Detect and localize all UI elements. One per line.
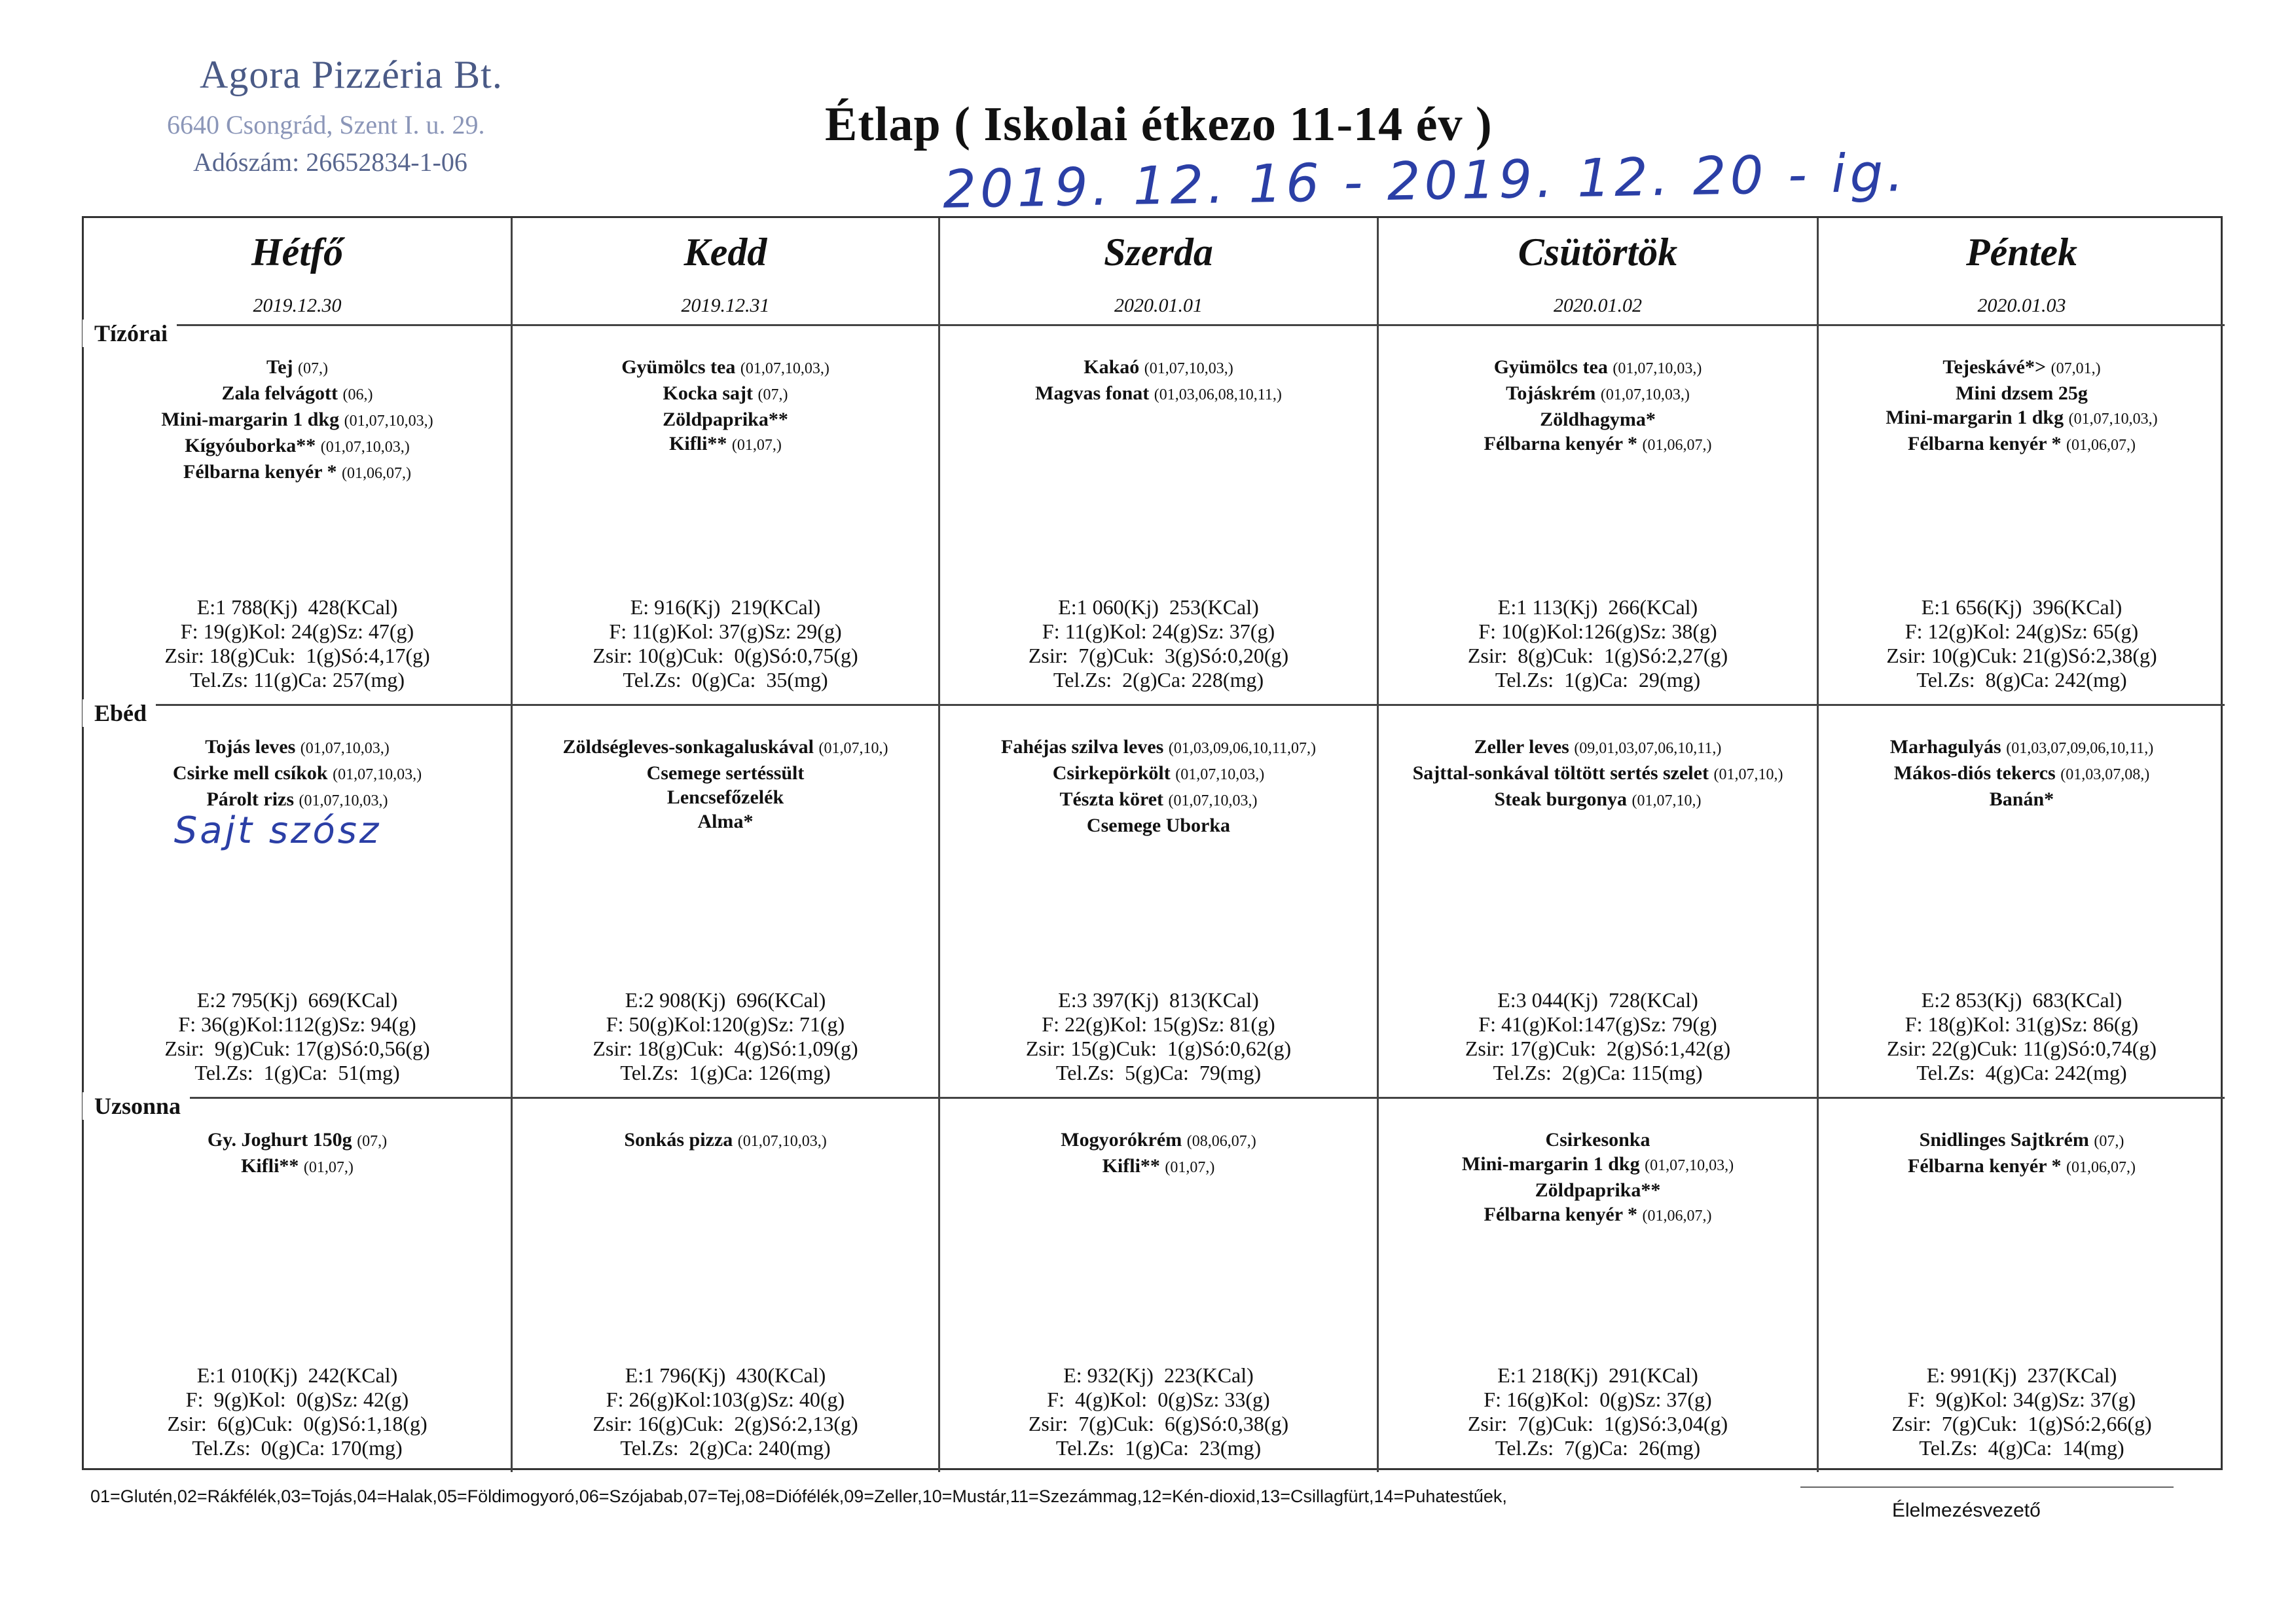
- nutrition-line: Zsir: 8(g)Cuk: 1(g)Só:2,27(g): [1467, 644, 1728, 667]
- menu-item: [1385, 787, 1810, 813]
- menu-cell: [84, 1093, 513, 1472]
- menu-cell: [940, 706, 1379, 1099]
- menu-item-allergens: (01,07,10,): [1713, 766, 1783, 783]
- menu-item: [519, 407, 932, 432]
- menu-item: [1825, 405, 2218, 432]
- nutrition-info: [1825, 1363, 2218, 1460]
- nutrition-line: Tel.Zs: 5(g)Ca: 79(mg): [1055, 1061, 1262, 1084]
- nutrition-info: [1825, 595, 2218, 692]
- menu-item: [1385, 1202, 1810, 1228]
- menu-grid: [84, 218, 2221, 1468]
- menu-item: [1825, 432, 2218, 458]
- menu-item: [1385, 1178, 1810, 1202]
- nutrition-line: E:1 113(Kj) 266(KCal): [1497, 595, 1698, 619]
- menu-item-name: Kakaó: [1084, 356, 1140, 378]
- menu-item-allergens: (01,03,07,08,): [2060, 766, 2150, 783]
- menu-item-allergens: (07,): [298, 360, 329, 377]
- menu-item-allergens: (08,06,07,): [1186, 1133, 1256, 1150]
- menu-item: [1825, 761, 2218, 787]
- nutrition-line: F: 36(g)Kol:112(g)Sz: 94(g): [178, 1012, 416, 1036]
- nutrition-line: E: 991(Kj) 237(KCal): [1926, 1363, 2117, 1387]
- menu-item: [90, 434, 504, 460]
- menu-item: [947, 1154, 1370, 1180]
- menu-item-name: Zöldpaprika**: [1535, 1179, 1661, 1201]
- menu-items: [1825, 1128, 2218, 1180]
- menu-item-name: Mákos-diós tekercs: [1893, 762, 2056, 784]
- signature-line: [1800, 1486, 2174, 1488]
- nutrition-line: E: 916(Kj) 219(KCal): [630, 595, 821, 619]
- menu-item-allergens: (06,): [342, 386, 373, 403]
- menu-item-name: Mogyorókrém: [1061, 1129, 1182, 1151]
- menu-cell: [940, 326, 1379, 706]
- menu-item-name: Gyümölcs tea: [1493, 356, 1608, 378]
- nutrition-line: Zsir: 7(g)Cuk: 6(g)Só:0,38(g): [1028, 1412, 1289, 1435]
- menu-item: [1385, 761, 1810, 787]
- menu-cell: [1819, 706, 2225, 1099]
- menu-item-name: Csirke mell csíkok: [172, 762, 328, 784]
- nutrition-line: Tel.Zs: 2(g)Ca: 240(mg): [620, 1436, 831, 1460]
- menu-item-name: Kifli**: [1102, 1155, 1160, 1177]
- day-date: 2020.01.02: [1554, 295, 1642, 316]
- menu-cell: [940, 1099, 1379, 1472]
- nutrition-info: [947, 988, 1370, 1085]
- menu-item-name: Sajttal-sonkával töltött sertés szelet: [1412, 762, 1709, 784]
- menu-item-allergens: (01,07,10,03,): [320, 439, 410, 456]
- day-name: Hétfő: [251, 231, 343, 274]
- nutrition-line: Zsir: 10(g)Cuk: 21(g)Só:2,38(g): [1886, 644, 2157, 667]
- nutrition-line: Tel.Zs: 11(g)Ca: 257(mg): [189, 668, 405, 692]
- menu-items: [1385, 355, 1810, 458]
- menu-item-allergens: (01,07,10,): [818, 740, 888, 757]
- day-date: 2019.12.31: [681, 295, 770, 316]
- menu-item: [519, 735, 932, 761]
- menu-item: [90, 1154, 504, 1180]
- day-header: [513, 218, 940, 326]
- menu-item-allergens: (07,): [2094, 1133, 2124, 1150]
- menu-item: [519, 355, 932, 381]
- nutrition-info: [1825, 988, 2218, 1085]
- menu-item: [519, 809, 932, 834]
- menu-item-name: Zeller leves: [1474, 736, 1569, 758]
- menu-item-name: Mini-margarin 1 dkg: [1461, 1153, 1640, 1175]
- menu-item: [90, 761, 504, 787]
- menu-item: [1385, 1152, 1810, 1178]
- nutrition-line: E:1 218(Kj) 291(KCal): [1497, 1363, 1698, 1387]
- nutrition-line: Tel.Zs: 7(g)Ca: 26(mg): [1495, 1436, 1701, 1460]
- menu-item: [90, 1128, 504, 1154]
- menu-item: [1825, 1154, 2218, 1180]
- menu-item-allergens: (01,07,10,03,): [1600, 386, 1690, 403]
- menu-item-allergens: (01,07,10,03,): [2068, 411, 2158, 428]
- day-header: [84, 218, 513, 326]
- menu-item: [519, 785, 932, 809]
- nutrition-info: [90, 1363, 504, 1460]
- menu-item: [947, 761, 1370, 787]
- handwritten-date-range: 2019. 12. 16 - 2019. 12. 20 - ig.: [942, 142, 1908, 220]
- menu-cell: [513, 326, 940, 706]
- menu-item: [947, 787, 1370, 813]
- nutrition-info: [1385, 595, 1810, 692]
- nutrition-line: F: 11(g)Kol: 24(g)Sz: 37(g): [1042, 619, 1275, 643]
- menu-item-allergens: (07,): [357, 1133, 388, 1150]
- menu-items: [90, 735, 504, 852]
- menu-item: [947, 813, 1370, 838]
- menu-items: [947, 735, 1370, 838]
- menu-item-name: Kifli**: [241, 1155, 299, 1177]
- nutrition-line: F: 11(g)Kol: 37(g)Sz: 29(g): [609, 619, 842, 643]
- nutrition-line: Tel.Zs: 1(g)Ca: 126(mg): [620, 1061, 831, 1084]
- menu-item: [947, 381, 1370, 407]
- menu-item-name: Kifli**: [669, 433, 727, 454]
- menu-cell: [84, 320, 513, 706]
- nutrition-line: Zsir: 7(g)Cuk: 1(g)Só:2,66(g): [1891, 1412, 2152, 1435]
- meal-label: Uzsonna: [82, 1092, 190, 1120]
- nutrition-line: F: 19(g)Kol: 24(g)Sz: 47(g): [180, 619, 414, 643]
- allergen-legend: 01=Glutén,02=Rákfélék,03=Tojás,04=Halak,05=Földimogyoró,06=Szójabab,07=Tej,08=Diófélék,09=Zeller,10=Mustár,11=Szezámmag,12=Kén-dioxid,13=Csillagfürt,14=Puhatestűek,: [90, 1486, 1507, 1506]
- menu-item-allergens: (01,07,10,03,): [1645, 1157, 1734, 1174]
- menu-item-name: Zöldhagyma*: [1540, 409, 1656, 430]
- menu-cell: [513, 706, 940, 1099]
- menu-item-allergens: (01,07,10,03,): [1144, 360, 1233, 377]
- nutrition-line: F: 4(g)Kol: 0(g)Sz: 33(g): [1047, 1388, 1270, 1411]
- menu-items: [947, 355, 1370, 407]
- menu-item-allergens: (01,07,10,03,): [1613, 360, 1702, 377]
- menu-items: [519, 735, 932, 834]
- menu-item-name: Tojáskrém: [1506, 382, 1596, 404]
- menu-item-allergens: (07,): [757, 386, 788, 403]
- stamp-address: 6640 Csongrád, Szent I. u. 29.: [167, 110, 485, 139]
- nutrition-line: Tel.Zs: 1(g)Ca: 29(mg): [1495, 668, 1701, 692]
- menu-item-name: Zöldségleves-sonkagaluskával: [562, 736, 814, 758]
- menu-item-allergens: (01,07,): [731, 437, 782, 454]
- menu-item-name: Tej: [266, 356, 293, 378]
- nutrition-line: E:2 795(Kj) 669(KCal): [196, 988, 398, 1012]
- menu-item-name: Félbarna kenyér *: [1908, 433, 2062, 454]
- menu-item-allergens: (01,03,07,09,06,10,11,): [2006, 740, 2154, 757]
- menu-item: [1385, 432, 1810, 458]
- nutrition-line: Tel.Zs: 4(g)Ca: 14(mg): [1919, 1436, 2124, 1460]
- menu-item-name: Banán*: [1989, 788, 2054, 810]
- menu-item-allergens: (01,06,07,): [2066, 437, 2136, 454]
- nutrition-line: Zsir: 18(g)Cuk: 4(g)Só:1,09(g): [592, 1037, 858, 1060]
- menu-item-allergens: (01,03,06,08,10,11,): [1154, 386, 1282, 403]
- nutrition-info: [519, 595, 932, 692]
- menu-item-name: Félbarna kenyér *: [1484, 1204, 1637, 1225]
- menu-item-name: Steak burgonya: [1494, 788, 1628, 810]
- nutrition-line: E:1 656(Kj) 396(KCal): [1921, 595, 2123, 619]
- nutrition-line: F: 26(g)Kol:103(g)Sz: 40(g): [606, 1388, 845, 1411]
- menu-item-name: Kígyóuborka**: [185, 435, 316, 456]
- menu-item-name: Csemege sertéssült: [646, 762, 805, 784]
- nutrition-line: E:1 010(Kj) 242(KCal): [196, 1363, 398, 1387]
- menu-item: [519, 761, 932, 785]
- nutrition-line: Zsir: 9(g)Cuk: 17(g)Só:0,56(g): [164, 1037, 430, 1060]
- day-name: Csütörtök: [1518, 231, 1678, 274]
- company-stamp: [167, 52, 573, 177]
- menu-item-name: Csirkepörkölt: [1052, 762, 1171, 784]
- nutrition-line: E:1 788(Kj) 428(KCal): [196, 595, 398, 619]
- menu-item-allergens: (01,07,): [1165, 1159, 1215, 1176]
- day-name: Péntek: [1966, 231, 2077, 274]
- menu-item-allergens: (07,01,): [2050, 360, 2101, 377]
- day-date: 2020.01.03: [1977, 295, 2066, 316]
- menu-item-name: Tojás leves: [205, 736, 296, 758]
- menu-item-name: Félbarna kenyér *: [183, 461, 337, 483]
- menu-items: [90, 1128, 504, 1180]
- menu-item-allergens: (01,07,): [303, 1159, 354, 1176]
- menu-item-allergens: (01,07,10,03,): [344, 413, 433, 430]
- nutrition-line: Zsir: 7(g)Cuk: 3(g)Só:0,20(g): [1028, 644, 1289, 667]
- menu-item-name: Zöldpaprika**: [663, 409, 788, 430]
- nutrition-line: F: 9(g)Kol: 0(g)Sz: 42(g): [185, 1388, 409, 1411]
- menu-items: [1385, 1128, 1810, 1228]
- nutrition-info: [90, 595, 504, 692]
- menu-item-name: Csemege Uborka: [1086, 815, 1231, 836]
- meal-label: Ebéd: [82, 699, 156, 727]
- menu-item-name: Mini-margarin 1 dkg: [161, 409, 340, 430]
- nutrition-line: Zsir: 10(g)Cuk: 0(g)Só:0,75(g): [592, 644, 858, 667]
- nutrition-line: Tel.Zs: 2(g)Ca: 115(mg): [1493, 1061, 1703, 1084]
- menu-item: [90, 460, 504, 486]
- nutrition-info: [1385, 1363, 1810, 1460]
- day-name: Szerda: [1104, 231, 1213, 274]
- menu-item-name: Alma*: [697, 811, 754, 832]
- menu-item-allergens: (09,01,03,07,06,10,11,): [1574, 740, 1722, 757]
- nutrition-info: [90, 988, 504, 1085]
- nutrition-line: Zsir: 18(g)Cuk: 1(g)Só:4,17(g): [164, 644, 430, 667]
- menu-items: [1825, 735, 2218, 811]
- nutrition-info: [1385, 988, 1810, 1085]
- menu-item: [519, 1128, 932, 1154]
- nutrition-line: F: 41(g)Kol:147(g)Sz: 79(g): [1478, 1012, 1717, 1036]
- menu-item-name: Mini-margarin 1 dkg: [1886, 407, 2064, 428]
- menu-item-allergens: (01,07,10,03,): [333, 766, 422, 783]
- menu-items: [947, 1128, 1370, 1180]
- nutrition-info: [519, 988, 932, 1085]
- menu-item-allergens: (01,06,07,): [1642, 1208, 1712, 1225]
- nutrition-line: E:2 908(Kj) 696(KCal): [625, 988, 826, 1012]
- menu-cell: [84, 700, 513, 1099]
- nutrition-line: Zsir: 15(g)Cuk: 1(g)Só:0,62(g): [1025, 1037, 1292, 1060]
- nutrition-line: E:3 397(Kj) 813(KCal): [1058, 988, 1259, 1012]
- stamp-company-name: Agora Pizzéria Bt.: [200, 53, 503, 96]
- nutrition-line: F: 22(g)Kol: 15(g)Sz: 81(g): [1042, 1012, 1275, 1036]
- nutrition-line: F: 10(g)Kol:126(g)Sz: 38(g): [1478, 619, 1717, 643]
- menu-item-name: Csirkesonka: [1545, 1129, 1650, 1151]
- day-header: [1819, 218, 2225, 326]
- menu-item-name: Magvas fonat: [1035, 382, 1150, 404]
- menu-item-name: Félbarna kenyér *: [1908, 1155, 2062, 1177]
- menu-item-name: Párolt rizs: [206, 788, 295, 810]
- menu-cell: [1379, 1099, 1819, 1472]
- nutrition-line: E:1 796(Kj) 430(KCal): [625, 1363, 826, 1387]
- meal-label: Tízórai: [82, 320, 177, 347]
- menu-item: [90, 407, 504, 434]
- stamp-tax-id: Adószám: 26652834-1-06: [193, 147, 467, 177]
- menu-item: [519, 432, 932, 458]
- nutrition-line: Tel.Zs: 8(g)Ca: 242(mg): [1916, 668, 2127, 692]
- menu-items: [519, 1128, 932, 1154]
- nutrition-line: F: 9(g)Kol: 34(g)Sz: 37(g): [1907, 1388, 2136, 1411]
- nutrition-line: Tel.Zs: 4(g)Ca: 242(mg): [1916, 1061, 2127, 1084]
- menu-item: [90, 355, 504, 381]
- day-name: Kedd: [683, 231, 767, 274]
- nutrition-line: E:2 853(Kj) 683(KCal): [1921, 988, 2123, 1012]
- menu-item: [1825, 355, 2218, 381]
- menu-item-allergens: (01,07,10,03,): [299, 792, 388, 809]
- nutrition-info: [519, 1363, 932, 1460]
- menu-item: [1385, 735, 1810, 761]
- menu-item-allergens: (01,07,10,03,): [1168, 792, 1258, 809]
- menu-item: [1825, 381, 2218, 405]
- menu-items: [90, 355, 504, 486]
- menu-item-name: Lencsefőzelék: [666, 786, 784, 808]
- menu-cell: [1819, 1099, 2225, 1472]
- nutrition-line: Tel.Zs: 2(g)Ca: 228(mg): [1053, 668, 1264, 692]
- nutrition-line: E: 932(Kj) 223(KCal): [1063, 1363, 1254, 1387]
- nutrition-info: [947, 1363, 1370, 1460]
- menu-item-name: Snidlinges Sajtkrém: [1919, 1129, 2089, 1151]
- day-header: [940, 218, 1379, 326]
- menu-item-name: Tészta köret: [1059, 788, 1164, 810]
- signature-label: Élelmezésvezető: [1892, 1500, 2041, 1521]
- nutrition-line: F: 50(g)Kol:120(g)Sz: 71(g): [606, 1012, 845, 1036]
- menu-item: [90, 381, 504, 407]
- menu-item-name: Marhagulyás: [1889, 736, 2001, 758]
- menu-cell: [1379, 706, 1819, 1099]
- menu-item-name: Zala felvágott: [221, 382, 338, 404]
- day-header: [1379, 218, 1819, 326]
- menu-item-name: Félbarna kenyér *: [1484, 433, 1637, 454]
- nutrition-line: Tel.Zs: 0(g)Ca: 170(mg): [192, 1436, 403, 1460]
- menu-items: [519, 355, 932, 458]
- menu-item-allergens: (01,07,10,03,): [300, 740, 390, 757]
- handwritten-note: Sajt szósz: [173, 809, 382, 852]
- menu-item-allergens: (01,07,10,03,): [1175, 766, 1265, 783]
- menu-item-name: Gy. Joghurt 150g: [207, 1129, 352, 1151]
- menu-cell: [1379, 326, 1819, 706]
- menu-cell: [1819, 326, 2225, 706]
- menu-item: [947, 1128, 1370, 1154]
- menu-cell: [513, 1099, 940, 1472]
- nutrition-line: E:3 044(Kj) 728(KCal): [1497, 988, 1698, 1012]
- menu-item-name: Sonkás pizza: [624, 1129, 733, 1151]
- menu-item-name: Mini dzsem 25g: [1956, 382, 2088, 404]
- menu-item-allergens: (01,06,07,): [1642, 437, 1712, 454]
- menu-item-allergens: (01,06,07,): [341, 465, 411, 482]
- menu-item: [90, 735, 504, 761]
- menu-item: [1825, 1128, 2218, 1154]
- menu-item-allergens: (01,06,07,): [2066, 1159, 2136, 1176]
- nutrition-line: Zsir: 7(g)Cuk: 1(g)Só:3,04(g): [1467, 1412, 1728, 1435]
- nutrition-line: Zsir: 17(g)Cuk: 2(g)Só:1,42(g): [1465, 1037, 1731, 1060]
- nutrition-info: [947, 595, 1370, 692]
- menu-item: [1385, 355, 1810, 381]
- menu-item-name: Fahéjas szilva leves: [1001, 736, 1164, 758]
- menu-item-allergens: (01,07,10,): [1631, 792, 1702, 809]
- menu-item: [947, 735, 1370, 761]
- menu-item-allergens: (01,03,09,06,10,11,07,): [1168, 740, 1316, 757]
- nutrition-line: E:1 060(Kj) 253(KCal): [1058, 595, 1259, 619]
- menu-item-name: Tejeskávé*>: [1942, 356, 2047, 378]
- weekly-menu-table: [82, 216, 2223, 1470]
- nutrition-line: Tel.Zs: 1(g)Ca: 51(mg): [194, 1061, 400, 1084]
- menu-item: [1825, 735, 2218, 761]
- menu-item: [947, 355, 1370, 381]
- menu-item: [1385, 1128, 1810, 1152]
- menu-item: [1385, 381, 1810, 407]
- menu-item-name: Gyümölcs tea: [621, 356, 736, 378]
- nutrition-line: F: 12(g)Kol: 24(g)Sz: 65(g): [1904, 619, 2139, 643]
- menu-item: [519, 381, 932, 407]
- nutrition-line: Zsir: 6(g)Cuk: 0(g)Só:1,18(g): [167, 1412, 428, 1435]
- menu-item-allergens: (01,07,10,03,): [740, 360, 829, 377]
- menu-item-name: Kocka sajt: [663, 382, 753, 404]
- menu-item: [1385, 407, 1810, 432]
- nutrition-line: Zsir: 16(g)Cuk: 2(g)Só:2,13(g): [592, 1412, 858, 1435]
- menu-items: [1825, 355, 2218, 458]
- nutrition-line: Zsir: 22(g)Cuk: 11(g)Só:0,74(g): [1886, 1037, 2157, 1060]
- day-date: 2020.01.01: [1114, 295, 1203, 316]
- menu-item-allergens: (01,07,10,03,): [737, 1133, 827, 1150]
- nutrition-line: F: 16(g)Kol: 0(g)Sz: 37(g): [1484, 1388, 1712, 1411]
- nutrition-line: Tel.Zs: 0(g)Ca: 35(mg): [623, 668, 828, 692]
- menu-item: [1825, 787, 2218, 811]
- nutrition-line: F: 18(g)Kol: 31(g)Sz: 86(g): [1904, 1012, 2139, 1036]
- day-date: 2019.12.30: [253, 295, 342, 316]
- nutrition-line: Tel.Zs: 1(g)Ca: 23(mg): [1055, 1436, 1262, 1460]
- menu-items: [1385, 735, 1810, 813]
- document-title: Étlap ( Iskolai étkezo 11-14 év ): [825, 98, 1493, 151]
